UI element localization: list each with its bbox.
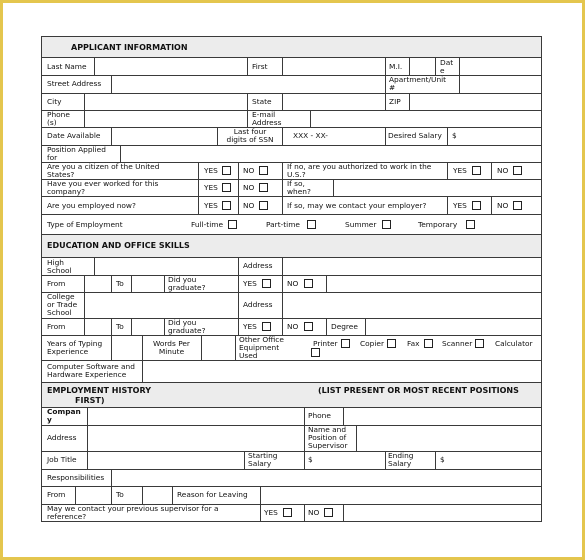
copier-label: Copier bbox=[360, 339, 385, 348]
summer-label: Summer bbox=[345, 220, 377, 229]
cell-rule bbox=[409, 57, 410, 75]
contact-supervisor-yes-label: YES bbox=[264, 508, 278, 517]
responsibilities-label: Responsibilities bbox=[47, 473, 105, 482]
cell-rule bbox=[365, 318, 366, 335]
cell-rule bbox=[304, 425, 305, 451]
worked-no-label: NO bbox=[243, 183, 255, 192]
cell-rule bbox=[304, 504, 305, 521]
worked-yes-label: YES bbox=[204, 183, 218, 192]
contact-employer-yes-checkbox[interactable] bbox=[472, 201, 481, 210]
temporary-checkbox[interactable] bbox=[466, 220, 475, 229]
cell-rule bbox=[385, 93, 386, 110]
worked-yes-checkbox[interactable] bbox=[222, 183, 231, 192]
row-rule bbox=[41, 425, 542, 426]
employer-phone-label: Phone bbox=[308, 411, 331, 420]
cell-rule bbox=[244, 451, 245, 469]
cell-rule bbox=[459, 57, 460, 75]
cell-rule bbox=[326, 275, 327, 292]
high-school-graduate-yes-label: YES bbox=[243, 279, 257, 288]
employer-address-label: Address bbox=[47, 433, 77, 442]
employment-to-label: To bbox=[116, 490, 124, 499]
ending-salary-dollar-sign: $ bbox=[440, 455, 445, 464]
cell-rule bbox=[198, 162, 199, 214]
cell-rule bbox=[238, 292, 239, 318]
part-time-label: Part-time bbox=[266, 220, 300, 229]
row-rule bbox=[41, 486, 542, 487]
fax-label: Fax bbox=[407, 339, 420, 348]
citizen-no-checkbox[interactable] bbox=[259, 166, 268, 175]
employed-yes-checkbox[interactable] bbox=[222, 201, 231, 210]
high-school-to-label: To bbox=[116, 279, 124, 288]
cell-rule bbox=[409, 93, 410, 110]
desired-salary-dollar-sign: $ bbox=[452, 131, 457, 140]
cell-rule bbox=[356, 425, 357, 451]
cell-rule bbox=[201, 335, 202, 360]
middle-initial-label: M.I. bbox=[389, 62, 403, 71]
cell-rule bbox=[111, 75, 112, 93]
if-so-when-label: If so, when? bbox=[287, 179, 311, 196]
cell-rule bbox=[447, 127, 448, 145]
cell-rule bbox=[491, 196, 492, 214]
city-label: City bbox=[47, 97, 62, 106]
employment-section-note-continued: FIRST) bbox=[75, 396, 105, 405]
cell-rule bbox=[84, 93, 85, 110]
street-address-label: Street Address bbox=[47, 79, 102, 88]
frame-top bbox=[41, 36, 542, 37]
cell-rule bbox=[343, 504, 344, 521]
row-rule bbox=[41, 382, 542, 383]
cell-rule bbox=[111, 275, 112, 292]
employed-no-label: NO bbox=[243, 201, 255, 210]
cell-rule bbox=[94, 257, 95, 275]
contact-supervisor-yes-checkbox[interactable] bbox=[283, 508, 292, 517]
college-graduate-no-label: NO bbox=[287, 322, 299, 331]
high-school-label: High School bbox=[47, 258, 72, 275]
cell-rule bbox=[447, 162, 448, 179]
cell-rule bbox=[87, 451, 88, 469]
employment-section-title: EMPLOYMENT HISTORY bbox=[47, 386, 151, 395]
college-from-label: From bbox=[47, 322, 66, 331]
row-rule bbox=[41, 469, 542, 470]
cell-rule bbox=[238, 275, 239, 292]
cell-rule bbox=[142, 486, 143, 504]
row-rule bbox=[41, 127, 542, 128]
employment-from-label: From bbox=[47, 490, 66, 499]
college-graduate-yes-checkbox[interactable] bbox=[262, 322, 271, 331]
words-per-minute-label: Words Per Minute bbox=[153, 339, 190, 356]
cell-rule bbox=[238, 257, 239, 275]
citizen-question: Are you a citizen of the United States? bbox=[47, 162, 160, 179]
cell-rule bbox=[84, 292, 85, 318]
row-rule bbox=[41, 257, 542, 258]
cell-rule bbox=[87, 407, 88, 425]
printer-checkbox[interactable] bbox=[341, 339, 350, 348]
contact-employer-question: If so, may we contact your employer? bbox=[287, 201, 427, 210]
row-rule bbox=[41, 234, 542, 235]
row-rule bbox=[41, 292, 542, 293]
email-address-label: E-mail Address bbox=[252, 110, 282, 127]
full-time-checkbox[interactable] bbox=[228, 220, 237, 229]
authorized-no-checkbox[interactable] bbox=[513, 166, 522, 175]
cell-rule bbox=[131, 318, 132, 335]
row-rule bbox=[41, 360, 542, 361]
cell-rule bbox=[131, 275, 132, 292]
cell-rule bbox=[164, 318, 165, 335]
apartment-unit-label: Apartment/Unit # bbox=[389, 75, 447, 92]
cell-rule bbox=[282, 318, 283, 335]
row-rule bbox=[41, 318, 542, 319]
cell-rule bbox=[304, 451, 305, 469]
citizen-no-label: NO bbox=[243, 166, 255, 175]
row-rule bbox=[41, 145, 542, 146]
high-school-graduate-yes-checkbox[interactable] bbox=[262, 279, 271, 288]
cell-rule bbox=[447, 196, 448, 214]
scanner-label: Scanner bbox=[442, 339, 473, 348]
cell-rule bbox=[84, 275, 85, 292]
cell-rule bbox=[282, 275, 283, 292]
starting-salary-label: Starting Salary bbox=[248, 451, 278, 468]
authorized-yes-checkbox[interactable] bbox=[472, 166, 481, 175]
cell-rule bbox=[172, 486, 173, 504]
cell-rule bbox=[111, 318, 112, 335]
ssn-label: Last four digits of SSN bbox=[226, 127, 274, 144]
cell-rule bbox=[142, 360, 143, 382]
frame-bottom bbox=[41, 521, 542, 522]
other-equipment-label: Other Office Equipment Used bbox=[239, 335, 284, 360]
cell-rule bbox=[282, 127, 283, 145]
temporary-label: Temporary bbox=[418, 220, 458, 229]
supervisor-label: Name and Position of Supervisor bbox=[308, 425, 348, 450]
ssn-format-text: XXX - XX- bbox=[293, 131, 328, 140]
high-school-from-label: From bbox=[47, 279, 66, 288]
cell-rule bbox=[164, 275, 165, 292]
typing-experience-label: Years of Typing Experience bbox=[47, 339, 103, 356]
cell-rule bbox=[385, 127, 386, 145]
college-graduate-no-checkbox[interactable] bbox=[304, 322, 313, 331]
cell-rule bbox=[111, 486, 112, 504]
cell-rule bbox=[94, 57, 95, 75]
cell-rule bbox=[304, 407, 305, 425]
employment-section-note: (LIST PRESENT OR MOST RECENT POSITIONS bbox=[318, 386, 519, 395]
contact-employer-yes-label: YES bbox=[453, 201, 467, 210]
high-school-graduate-label: Did you graduate? bbox=[168, 275, 206, 292]
contact-supervisor-question: May we contact your previous supervisor for a reference? bbox=[47, 504, 219, 521]
row-rule bbox=[41, 196, 542, 197]
copier-checkbox[interactable] bbox=[387, 339, 396, 348]
frame-right bbox=[541, 36, 542, 522]
degree-label: Degree bbox=[331, 322, 358, 331]
cell-rule bbox=[282, 162, 283, 214]
contact-supervisor-no-label: NO bbox=[308, 508, 320, 517]
computer-software-label: Computer Software and Hardware Experience bbox=[47, 362, 135, 379]
education-section-title: EDUCATION AND OFFICE SKILLS bbox=[47, 241, 190, 250]
row-rule bbox=[41, 407, 542, 408]
cell-rule bbox=[84, 318, 85, 335]
cell-rule bbox=[238, 318, 239, 335]
authorized-no-label: NO bbox=[497, 166, 509, 175]
cell-rule bbox=[333, 179, 334, 196]
cell-rule bbox=[260, 504, 261, 521]
type-of-employment-label: Type of Employment bbox=[47, 220, 123, 229]
phone-label: Phone (s) bbox=[47, 110, 70, 127]
date-available-label: Date Available bbox=[47, 131, 101, 140]
cell-rule bbox=[247, 57, 248, 75]
high-school-graduate-no-checkbox[interactable] bbox=[304, 279, 313, 288]
citizen-yes-label: YES bbox=[204, 166, 218, 175]
college-to-label: To bbox=[116, 322, 124, 331]
cell-rule bbox=[260, 486, 261, 504]
printer-label: Printer bbox=[313, 339, 338, 348]
worked-no-checkbox[interactable] bbox=[259, 183, 268, 192]
row-rule bbox=[41, 275, 542, 276]
full-time-label: Full-time bbox=[191, 220, 224, 229]
applicant-section-title: APPLICANT INFORMATION bbox=[71, 43, 188, 52]
cell-rule bbox=[111, 469, 112, 486]
cell-rule bbox=[111, 335, 112, 360]
cell-rule bbox=[120, 145, 121, 162]
row-rule bbox=[41, 57, 542, 58]
part-time-checkbox[interactable] bbox=[307, 220, 316, 229]
job-title-label: Job Title bbox=[47, 455, 77, 464]
contact-supervisor-no-checkbox[interactable] bbox=[324, 508, 333, 517]
other-equipment-checkbox[interactable] bbox=[311, 348, 320, 357]
first-name-label: First bbox=[252, 62, 268, 71]
reason-for-leaving-label: Reason for Leaving bbox=[177, 490, 248, 499]
college-graduate-yes-label: YES bbox=[243, 322, 257, 331]
state-label: State bbox=[252, 97, 272, 106]
citizen-yes-checkbox[interactable] bbox=[222, 166, 231, 175]
college-address-label: Address bbox=[243, 300, 273, 309]
cell-rule bbox=[282, 292, 283, 318]
cell-rule bbox=[326, 318, 327, 335]
row-rule bbox=[41, 335, 542, 336]
row-rule bbox=[41, 110, 542, 111]
cell-rule bbox=[435, 57, 436, 75]
ending-salary-label: Ending Salary bbox=[388, 451, 414, 468]
row-rule bbox=[41, 451, 542, 452]
contact-employer-no-label: NO bbox=[497, 201, 509, 210]
company-label: Compan y bbox=[47, 407, 81, 424]
authorized-question: If no, are you authorized to work in the U.S.? bbox=[287, 162, 432, 179]
worked-here-question: Have you ever worked for this company? bbox=[47, 179, 159, 196]
cell-rule bbox=[310, 110, 311, 127]
cell-rule bbox=[75, 486, 76, 504]
cell-rule bbox=[282, 93, 283, 110]
employed-yes-label: YES bbox=[204, 201, 218, 210]
cell-rule bbox=[111, 127, 112, 145]
row-rule bbox=[41, 93, 542, 94]
cell-rule bbox=[282, 257, 283, 275]
cell-rule bbox=[491, 162, 492, 179]
cell-rule bbox=[238, 162, 239, 214]
college-graduate-label: Did you graduate? bbox=[168, 318, 206, 335]
cell-rule bbox=[435, 451, 436, 469]
cell-rule bbox=[385, 57, 386, 75]
zip-label: ZIP bbox=[389, 97, 401, 106]
cell-rule bbox=[343, 407, 344, 425]
frame-left bbox=[41, 36, 42, 522]
desired-salary-label: Desired Salary bbox=[388, 131, 442, 140]
cell-rule bbox=[385, 451, 386, 469]
cell-rule bbox=[235, 335, 236, 360]
authorized-yes-label: YES bbox=[453, 166, 467, 175]
fax-checkbox[interactable] bbox=[424, 339, 433, 348]
last-name-label: Last Name bbox=[47, 62, 87, 71]
cell-rule bbox=[459, 75, 460, 93]
high-school-address-label: Address bbox=[243, 261, 273, 270]
cell-rule bbox=[87, 425, 88, 451]
date-label: Dat e bbox=[440, 58, 454, 75]
contact-employer-no-checkbox[interactable] bbox=[513, 201, 522, 210]
cell-rule bbox=[247, 93, 248, 110]
college-label: College or Trade School bbox=[47, 292, 78, 317]
starting-salary-dollar-sign: $ bbox=[308, 455, 313, 464]
employed-now-question: Are you employed now? bbox=[47, 201, 136, 210]
cell-rule bbox=[385, 75, 386, 93]
position-applied-label: Position Applied for bbox=[47, 145, 106, 162]
scanner-checkbox[interactable] bbox=[475, 339, 484, 348]
cell-rule bbox=[282, 57, 283, 75]
high-school-graduate-no-label: NO bbox=[287, 279, 299, 288]
calculator-label: Calculator bbox=[495, 339, 533, 348]
cell-rule bbox=[84, 110, 85, 127]
row-rule bbox=[41, 75, 542, 76]
row-rule bbox=[41, 214, 542, 215]
summer-checkbox[interactable] bbox=[382, 220, 391, 229]
cell-rule bbox=[247, 110, 248, 127]
employed-no-checkbox[interactable] bbox=[259, 201, 268, 210]
